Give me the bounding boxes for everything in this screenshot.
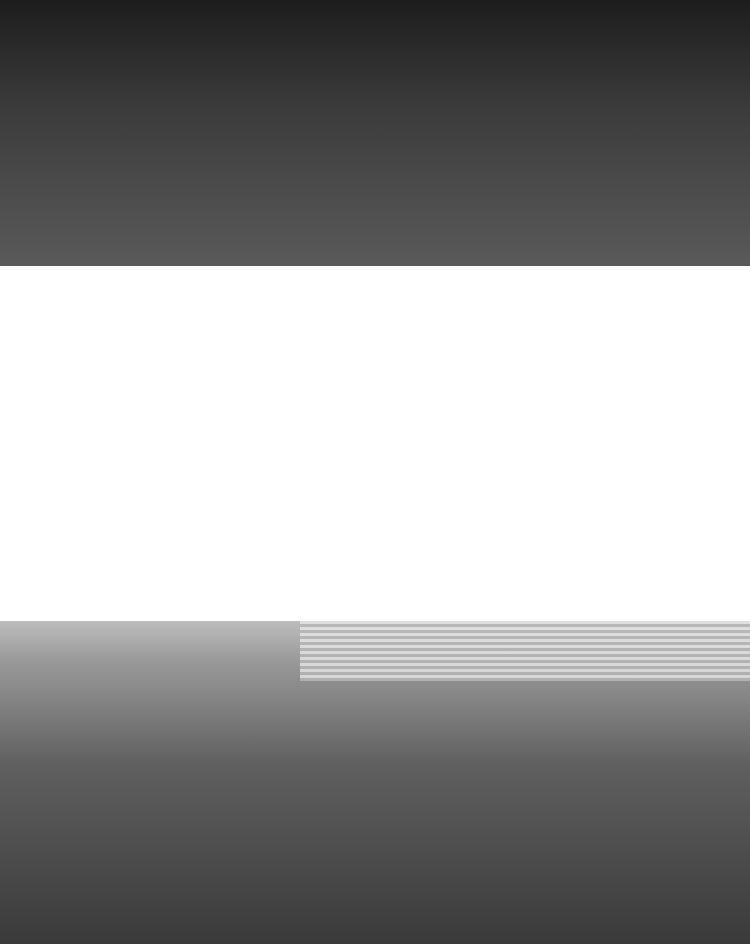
junior-choir-figures	[0, 0, 750, 266]
aeolian-choir-figures	[0, 621, 750, 944]
aeolian-caption-right-column	[397, 498, 737, 499]
junior-a-cappella-photo	[0, 0, 750, 266]
aeolian-choir-photo	[0, 621, 750, 944]
aeolian-caption-left-column	[23, 508, 368, 509]
